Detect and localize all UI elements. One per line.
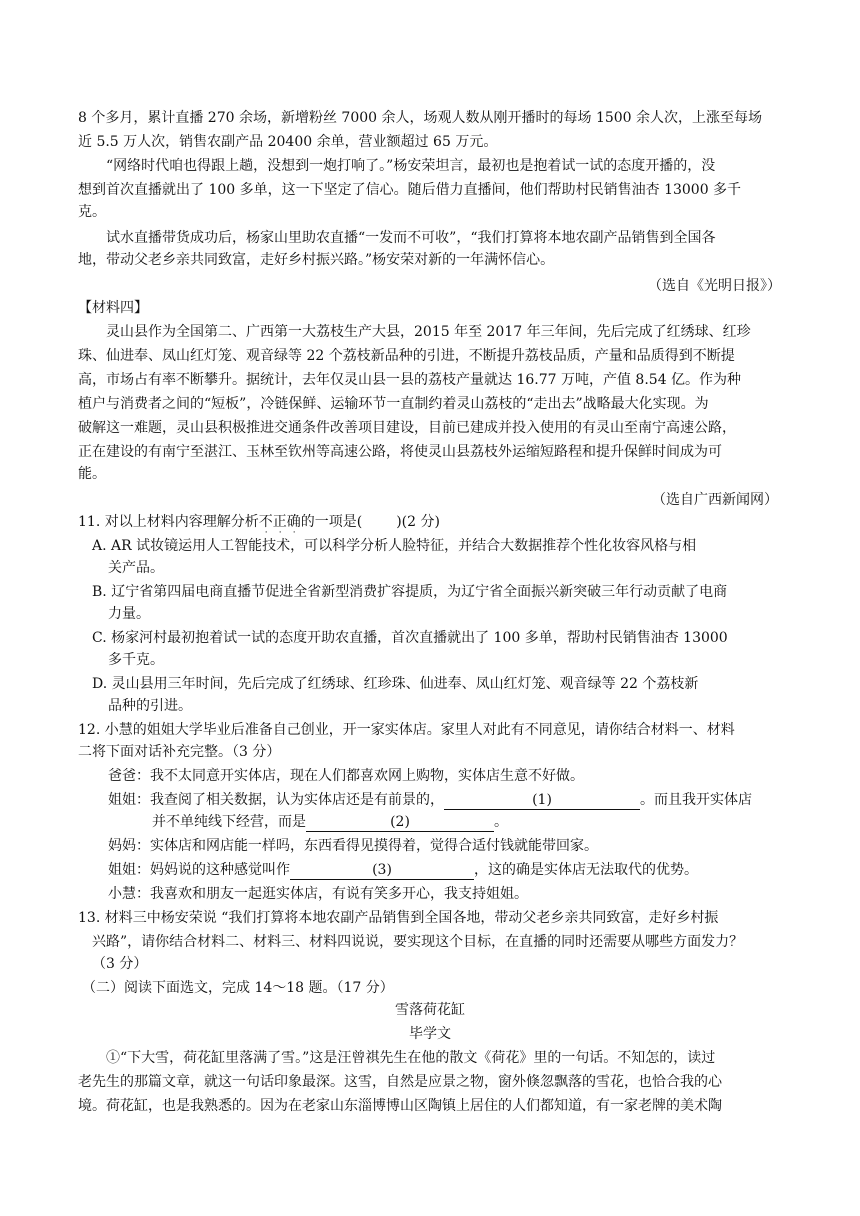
q11-option-b-cont: 力量。 (108, 606, 150, 622)
material4-line: 正在建设的有南宁至湛江、玉林至钦州等高速公路，将使灵山县荔枝外运缩短路程和提升保鲜时间成为可 (78, 444, 722, 460)
article-paragraph-line: 境。荷花缸，也是我熟悉的。因为在老家山东淄博博山区陶镇上居住的人们都知道，有一家老牌的美术陶 (78, 1098, 722, 1114)
q11-option-d: D. 灵山县用三年时间，先后完成了红绣球、红珍珠、仙进奉、凤山红灯笼、观音绿等 22 个荔枝新 (92, 676, 699, 692)
dialogue-xiaohui: 小慧：我喜欢和朋友一起逛实体店，有说有笑多开心，我支持姐姐。 (108, 886, 528, 902)
material4-line: 珠、仙进奉、凤山红灯笼、观音绿等 22 个荔枝新品种的引进，不断提升荔枝品质，产量和品质得到不断提 (78, 348, 735, 364)
material4-line: 植户与消费者之间的“短板”，冷链保鲜、运输环节一直制约着灵山荔枝的“走出去”战略最大化实现。为 (78, 396, 709, 412)
dialogue-sister-1 (108, 790, 752, 810)
answer-blank-3[interactable]: (3) (290, 862, 474, 880)
material3-line: 想到首次直播就出了 100 多单，这一下坚定了信心。随后借力直播间，他们帮助村民销售油杏 13000 多千 (78, 182, 742, 198)
q11-option-a: A. AR 试妆镜运用人工智能技术，可以科学分析人脸特征，并结合大数据推荐个性化妆容风格与相 (92, 538, 697, 554)
section-heading: （二）阅读下面选文，完成 14～18 题。（17 分） (82, 980, 394, 996)
material4-line: 能。 (78, 466, 106, 482)
material4-line: 破解这一难题，灵山县积极推进交通条件改善项目建设，目前已建成并投入使用的有灵山至南宁高速公路， (78, 420, 736, 436)
material3-line: 地，带动父老乡亲共同致富，走好乡村振兴路。”杨安荣对新的一年满怀信心。 (78, 252, 555, 268)
article-author: 毕学文 (409, 1026, 451, 1042)
q13-stem: 兴路”，请你结合材料二、材料三、材料四说说，要实现这个目标，在直播的同时还需要从哪些方面发力？ (92, 934, 744, 950)
dialogue-text: 。 (494, 814, 508, 830)
material4-heading: 【材料四】 (78, 300, 148, 316)
q11-emphasis: 不正确 · · · (258, 514, 301, 538)
material3-line: 8 个多月，累计直播 270 余场，新增粉丝 7000 余人，场观人数从刚开播时的每场 1500 余人次，上涨至每场 (78, 110, 763, 126)
q13-stem: （3 分） (92, 956, 148, 972)
q11-stem-part: 的一项是( (300, 514, 363, 530)
material4-line: 高，市场占有率不断攀升。据统计，去年仅灵山县一县的荔枝产量就达 16.77 万吨，产值 8.54 亿。作为种 (78, 372, 742, 388)
material3-line: 试水直播带货成功后，杨家山里助农直播“一发而不可收”，“我们打算将本地农副产品销售到全国各 (106, 230, 716, 246)
dialogue-text: 姐姐：我查阅了相关数据，认为实体店还是有前景的， (108, 792, 444, 808)
q12-stem: 二将下面对话补充完整。（3 分） (78, 744, 281, 760)
answer-blank-2[interactable]: (2) (306, 814, 494, 832)
dialogue-dad: 爸爸：我不太同意开实体店，现在人们都喜欢网上购物，实体店生意不好做。 (108, 768, 584, 784)
material3-line: 近 5.5 万人次，销售农副产品 20400 余单，营业额超过 65 万元。 (78, 134, 498, 150)
q13-stem: 13. 材料三中杨安荣说 “我们打算将本地农副产品销售到全国各地，带动父老乡亲共同致富，走好乡村振 (78, 910, 719, 926)
dialogue-text: 姐姐：妈妈说的这种感觉叫作 (108, 862, 290, 878)
dialogue-text: 并不单纯线下经营，而是 (152, 814, 306, 830)
q11-emphasis-text: 不正确 (258, 514, 301, 530)
q11-option-c: C. 杨家河村最初抱着试一试的态度开助农直播，首次直播就出了 100 多单，帮助村民销售油杏 13000 (92, 630, 728, 646)
q11-option-a-cont: 关产品。 (108, 560, 164, 576)
q11-stem-part: )(2 分) (396, 514, 440, 530)
dialogue-mom: 妈妈：实体店和网店能一样吗，东西看得见摸得着，觉得合适付钱就能带回家。 (108, 838, 598, 854)
answer-blank-1[interactable]: (1) (444, 792, 640, 810)
material3-line: 克。 (78, 204, 106, 220)
q11-option-c-cont: 多千克。 (108, 652, 164, 668)
source-citation: （选自《光明日报》） (648, 278, 781, 294)
q11-option-d-cont: 品种的引进。 (108, 698, 192, 714)
dialogue-text: 。而且我开实体店 (640, 792, 752, 808)
dialogue-text: ，这的确是实体店无法取代的优势。 (474, 862, 698, 878)
q11-stem (78, 512, 440, 538)
dialogue-sister-1-cont (152, 812, 508, 832)
dialogue-sister-2 (108, 860, 698, 880)
q11-stem-part: 11. 对以上材料内容理解分析 (78, 514, 259, 530)
material3-line: “网络时代咱也得跟上趟，没想到一炮打响了。”杨安荣坦言，最初也是抱着试一试的态度开播的，没 (106, 158, 716, 174)
article-paragraph-line: 老先生的那篇文章，就这一句话印象最深。这雪，自然是应景之物，窗外倏忽飘落的雪花，也恰合我的心 (78, 1074, 722, 1090)
q11-option-b: B. 辽宁省第四届电商直播节促进全省新型消费扩容提质，为辽宁省全面振兴新突破三年行动贡献了电商 (92, 584, 728, 600)
source-citation: （选自广西新闻网） (652, 492, 778, 508)
q12-stem: 12. 小慧的姐姐大学毕业后准备自己创业，开一家实体店。家里人对此有不同意见，请你结合材料一、材料 (78, 722, 735, 738)
article-title: 雪落荷花缸 (395, 1002, 465, 1018)
material4-line: 灵山县作为全国第二、广西第一大荔枝生产大县，2015 年至 2017 年三年间，先后完成了红绣球、红珍 (106, 324, 751, 340)
article-paragraph-line: ①“下大雪，荷花缸里落满了雪。”这是汪曾祺先生在他的散文《荷花》里的一句话。不知怎的，读过 (106, 1050, 716, 1066)
